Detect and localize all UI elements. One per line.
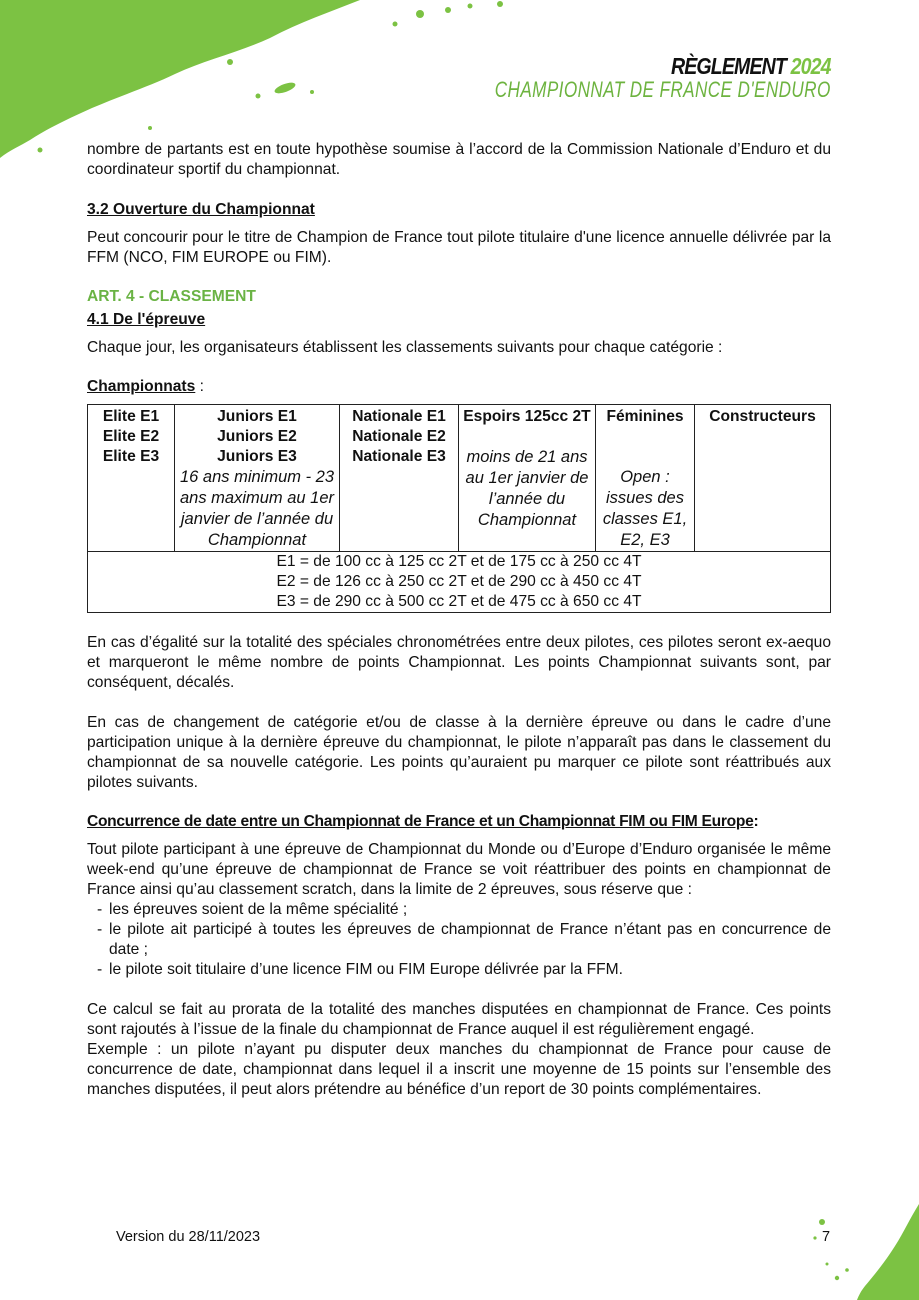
cat-line: Espoirs 125cc 2T	[463, 408, 591, 425]
green-brush-decoration-bottom	[809, 1190, 919, 1300]
concurrence-heading: Concurrence de date entre un Championnat de France et un Championnat FIM ou FIM Europe	[87, 813, 754, 830]
class-definition: E1 = de 100 cc à 125 cc 2T et de 175 cc à 250 cc 4T	[276, 553, 642, 570]
cat-line: Nationale E1	[352, 408, 446, 425]
class-definition: E2 = de 126 cc à 250 cc 2T et de 290 cc à 450 cc 4T	[276, 573, 642, 590]
championnats-label-line	[87, 377, 831, 397]
table-cell-classes	[88, 552, 831, 613]
table-cell-constructeurs	[695, 405, 831, 552]
brand-title	[465, 54, 831, 78]
list-item: - le pilote ait participé à toutes les épreuves de championnat de France n’étant pas en concurrence de date ;	[97, 920, 831, 960]
cat-line: Nationale E2	[352, 428, 446, 445]
cat-line: Constructeurs	[709, 408, 816, 425]
list-item: - le pilote soit titulaire d’une licence FIM ou FIM Europe délivrée par la FFM.	[97, 960, 831, 980]
cat-line: Juniors E3	[217, 448, 297, 465]
cat-note: 16 ans minimum - 23 ans maximum au 1er janvier de l’année du Championnat	[179, 468, 335, 549]
section-3-2-text: Peut concourir pour le titre de Champion de France tout pilote titulaire d'une licence annuelle délivrée par la FFM (NCO, FIM EUROPE ou FIM).	[87, 229, 831, 266]
table-cell-feminines	[596, 405, 695, 552]
concurrence-colon: :	[753, 813, 759, 830]
table-row-classes	[88, 552, 831, 613]
brand-header	[400, 54, 831, 102]
brand-subtitle: CHAMPIONNAT DE FRANCE D'ENDURO	[495, 77, 831, 102]
concurrence-heading-line	[87, 812, 831, 832]
page-number: 7	[822, 1229, 831, 1245]
table-cell-juniors	[175, 405, 340, 552]
table-cell-nationale	[340, 405, 459, 552]
example-paragraph: Exemple : un pilote n’ayant pu disputer deux manches du championnat de France pour cause de concurrence de date, championnat dans lequel il a inscrit une moyenne de 15 points sur l’ensemble des manches disputées, il peut alors prétendre au bénéfice d’un report de 30 points complémentaires.	[87, 1041, 831, 1098]
section-4-1-intro: Chaque jour, les organisateurs établissent les classements suivants pour chaque catégorie :	[87, 339, 723, 356]
championnats-colon: :	[195, 378, 204, 395]
brand-title-text: RÈGLEMENT	[671, 53, 787, 79]
cat-line: Juniors E2	[217, 428, 297, 445]
concurrence-conditions-list	[87, 900, 831, 980]
calcul-paragraph: Ce calcul se fait au prorata de la totalité des manches disputées en championnat de France. Ces points sont rajoutés à l’issue de la finale du championnat de France auquel il est régulièrement engagé.	[87, 1001, 831, 1038]
table-row-categories	[88, 405, 831, 552]
section-3-2-heading: 3.2 Ouverture du Championnat	[87, 201, 315, 218]
championnats-label: Championnats	[87, 378, 196, 395]
cat-line: Féminines	[606, 408, 684, 425]
art4-heading: ART. 4 - CLASSEMENT	[87, 288, 256, 305]
championship-table	[87, 404, 831, 613]
changement-paragraph: En cas de changement de catégorie et/ou de classe à la dernière épreuve ou dans le cadre d’une participation unique à la dernière épreuve du championnat, le pilote n’apparaît pas dans le classement du championnat de sa nouvelle catégorie. Les points qu’auraient pu marquer ce pilote sont réattribués aux pilotes suivants.	[87, 714, 831, 791]
cat-line: Elite E2	[102, 428, 160, 445]
page-content	[87, 140, 831, 1100]
list-item: - les épreuves soient de la même spécialité ;	[97, 900, 831, 920]
section-4-1-heading: 4.1 De l'épreuve	[87, 311, 206, 328]
table-cell-espoirs	[459, 405, 596, 552]
concurrence-text: Tout pilote participant à une épreuve de Championnat du Monde ou d’Europe d’Enduro organisée le même week-end qu’une épreuve de championnat de France se voit réattribuer des points en championnat de France ainsi qu’au classement scratch, dans la limite de 2 épreuves, sous réserve que :	[87, 841, 831, 898]
footer-version: Version du 28/11/2023	[116, 1229, 261, 1245]
intro-paragraph: nombre de partants est en toute hypothèse soumise à l’accord de la Commission Nationale d’Enduro et du coordinateur sportif du championnat.	[87, 141, 831, 178]
cat-note: moins de 21 ans au 1er janvier de l’année du Championnat	[465, 448, 589, 529]
cat-line: Juniors E1	[217, 408, 297, 425]
table-cell-elite	[88, 405, 175, 552]
egalite-paragraph: En cas d’égalité sur la totalité des spéciales chronométrées entre deux pilotes, ces pilotes seront ex-aequo et marqueront le même nombre de points Championnat. Les points Championnat suivants sont, par conséquent, décalés.	[87, 634, 831, 691]
brand-year: 2024	[790, 53, 831, 79]
class-definition: E3 = de 290 cc à 500 cc 2T et de 475 cc à 650 cc 4T	[276, 593, 642, 610]
cat-note: Open : issues des classes E1, E2, E3	[602, 468, 688, 549]
cat-line: Elite E3	[102, 448, 160, 465]
cat-line: Nationale E3	[352, 448, 446, 465]
cat-line: Elite E1	[102, 408, 160, 425]
